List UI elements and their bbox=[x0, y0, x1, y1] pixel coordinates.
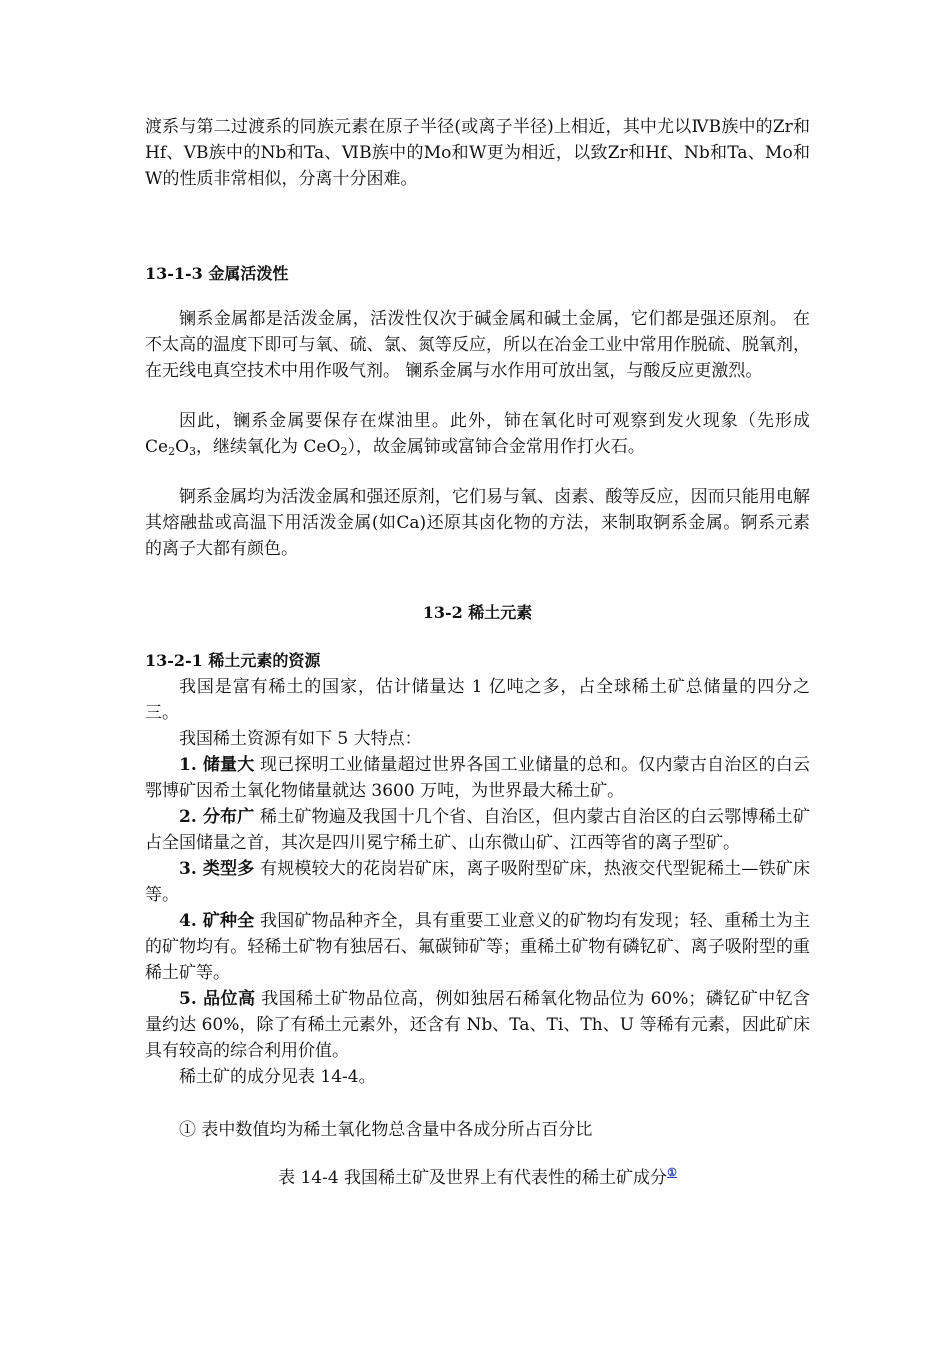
section-13-2-1 bbox=[145, 648, 810, 1090]
paragraph-lanthanide-activity: 镧系金属都是活泼金属，活泼性仅次于碱金属和碱土金属，它们都是强还原剂。 在不太高的温度下即可与氧、硫、氯、氮等反应，所以在冶金工业中常用作脱硫、脱氧剂，在无线电真空技术中用作吸气剂。 镧系金属与水作用可放出氢，与酸反应更激烈。 bbox=[145, 309, 810, 381]
feature-item: 2. 分布广 稀土矿物遍及我国十几个省、自治区，但内蒙古自治区的白云鄂博稀土矿占全国储量之首，其次是四川冕宁稀土矿、山东微山矿、江西等省的离子型矿。 bbox=[145, 807, 810, 853]
feature-item: 1. 储量大 现已探明工业储量超过世界各国工业储量的总和。仅内蒙古自治区的白云鄂博矿因希土氧化物储量就达 3600 万吨，为世界最大稀土矿。 bbox=[145, 755, 810, 801]
feature-item: 4. 矿种全 我国矿物品种齐全，具有重要工业意义的矿物均有发现；轻、重稀土为主的矿物均有。轻稀土矿物有独居石、氟碳铈矿等；重稀土矿物有磷钇矿、离子吸附型的重稀土矿等。 bbox=[145, 911, 810, 983]
paragraph-transition-series: 渡系与第二过渡系的同族元素在原子半径(或离子半径)上相近，其中尤以ⅣB族中的Zr和Hf、VB族中的Nb和Ta、ⅥB族中的Mo和W更为相近，以致Zr和Hf、Nb和Ta、Mo和W的性质非常相似，分离十分困难。 bbox=[145, 117, 810, 189]
section-heading-rare-earth-resources: 13-2-1 稀土元素的资源 bbox=[145, 651, 321, 670]
section-13-2 bbox=[145, 600, 810, 626]
top-text bbox=[145, 114, 810, 192]
feature-item: 5. 品位高 我国稀土矿物品位高，例如独居石稀氧化物品位为 60%；磷钇矿中钇含量约达 60%，除了有稀土元素外，还含有 Nb、Ta、Ti、Th、U 等稀有元素，因此矿床具有较高的综合利用价值。 bbox=[145, 989, 810, 1061]
paragraph-table-reference: 稀土矿的成分见表 14-4。 bbox=[179, 1067, 376, 1087]
footnote-block bbox=[145, 1117, 810, 1143]
paragraph-cerium-storage: 因此，镧系金属要保存在煤油里。此外，铈在氧化时可观察到发火现象（先形成 $Ce_2O_3$，继续氧化为 CeO$_2$），故金属铈或富铈合金常用作打火石。 bbox=[145, 411, 810, 458]
feature-item: 3. 类型多 有规模较大的花岗岩矿床，离子吸附型矿床，热液交代型铌稀土—铁矿床等。 bbox=[145, 859, 810, 905]
section-13-1-3-body bbox=[145, 306, 810, 562]
footnote-ref-link[interactable]: ① bbox=[667, 1166, 677, 1179]
section-heading-metal-activity: 13-1-3 金属活泼性 bbox=[145, 264, 289, 283]
section-title-rare-earth: 13-2 稀土元素 bbox=[422, 603, 533, 622]
paragraph-intro-features: 我国稀土资源有如下 5 大特点： bbox=[179, 729, 422, 749]
section-13-1-3 bbox=[145, 261, 810, 287]
table-caption: 表 14-4 我国稀土矿及世界上有代表性的稀土矿成分① bbox=[278, 1166, 677, 1188]
footnote-text: ① 表中数值均为稀土氧化物总含量中各成分所占百分比 bbox=[179, 1120, 593, 1140]
paragraph-actinide-activity: 锕系金属均为活泼金属和强还原剂，它们易与氧、卤素、酸等反应，因而只能用电解其熔融盐或高温下用活泼金属(如Ca)还原其卤化物的方法，来制取锕系金属。锕系元素的离子大都有颜色。 bbox=[145, 487, 810, 559]
paragraph-intro-reserves: 我国是富有稀土的国家，估计储量达 1 亿吨之多，占全球稀土矿总储量的四分之三。 bbox=[145, 677, 810, 723]
table-caption-block bbox=[145, 1165, 810, 1191]
